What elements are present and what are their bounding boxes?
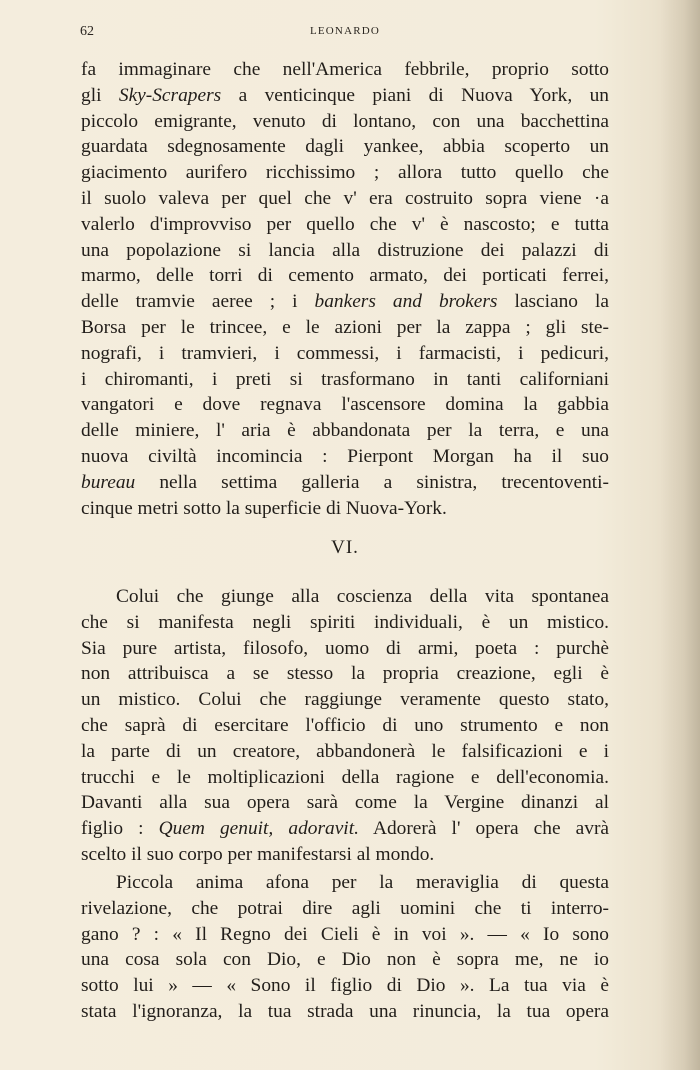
text-line: Davanti alla sua opera sarà come la Vergine dinanzi al xyxy=(81,792,609,814)
text-line: valerlo d'improvviso per quello che v' è nascosto; e tutta xyxy=(81,213,609,235)
text-line: nuova civiltà incomincia : Pierpont Morgan ha il suo xyxy=(81,445,609,467)
text-line: delle miniere, l' aria è abbandonata per la terra, e una xyxy=(81,420,609,442)
text-line: scelto il suo corpo per manifestarsi al mondo. xyxy=(81,843,435,865)
text-line: il suolo valeva per quel che v' era costruito sopra viene ·a xyxy=(81,187,609,209)
text-segment: lasciano la xyxy=(497,291,609,313)
text-line: guardata sdegnosamente dagli yankee, abbia scoperto un xyxy=(81,136,609,158)
text-line: Colui che giunge alla coscienza della vita spontanea xyxy=(116,586,609,607)
text-line: trucchi e le moltiplicazioni della ragione e dell'economia. xyxy=(81,766,609,788)
text-line: rivelazione, che potrai dire agli uomini che ti interro- xyxy=(81,897,609,919)
text-line: nografi, i tramvieri, i commessi, i farmacisti, i pedicuri, xyxy=(81,342,609,364)
text-line: la parte di un creatore, abbandonerà le falsificazioni e i xyxy=(81,740,609,762)
text-line: vangatori e dove regnava l'ascensore domina la gabbia xyxy=(81,394,609,416)
text-segment: Adorerà l' opera che avrà xyxy=(358,818,609,840)
text-line: Borsa per le trincee, e le azioni per la zappa ; gli ste- xyxy=(81,316,609,338)
text-line: una popolazione si lancia alla distruzione dei palazzi di xyxy=(81,239,609,261)
text-line: Sia pure artista, filosofo, uomo di armi, poeta : purchè xyxy=(81,637,609,659)
text-segment: delle tramvie aeree ; i xyxy=(81,291,315,313)
paragraph-2 xyxy=(81,584,609,868)
italic-text: Quem genuit, adoravit. xyxy=(158,818,359,840)
italic-text: bureau xyxy=(81,471,136,493)
text-line: Piccola anima afona per la meraviglia di questa xyxy=(116,872,609,893)
text-line: che si manifesta negli spiriti individuali, è un mistico. xyxy=(81,611,609,633)
text-line xyxy=(81,816,609,842)
italic-text: Sky-Scrapers xyxy=(118,84,222,106)
text-line: che saprà di esercitare l'officio di uno strumento e non xyxy=(81,714,609,736)
running-head: LEONARDO xyxy=(309,25,381,37)
italic-text: bankers and brokers xyxy=(314,291,498,313)
text-segment: a venticinque piani di Nuova York, un xyxy=(221,84,609,106)
text-line: sotto lui » — « Sono il figlio di Dio ». La tua via è xyxy=(81,975,609,997)
text-line xyxy=(81,83,609,109)
paragraph-1 xyxy=(81,57,609,521)
text-segment: figlio : xyxy=(81,818,159,840)
text-segment: nella settima galleria a sinistra, trecentoventi- xyxy=(135,471,609,493)
page-gutter-shadow xyxy=(660,0,700,1070)
text-line: un mistico. Colui che raggiunge veramente questo stato, xyxy=(81,689,609,711)
text-line xyxy=(81,470,609,496)
text-line: i chiromanti, i preti si trasformano in tanti californiani xyxy=(81,368,609,390)
text-line: cinque metri sotto la superficie di Nuova-York. xyxy=(81,497,447,519)
section-heading: VI. xyxy=(331,537,359,558)
page-number: 62 xyxy=(80,24,94,39)
text-line: fa immaginare che nell'America febbrile, proprio sotto xyxy=(81,59,609,80)
text-segment: gli xyxy=(81,84,119,106)
text-line: non attribuisca a se stesso la propria creazione, egli è xyxy=(81,663,609,685)
text-line: stata l'ignoranza, la tua strada una rinuncia, la tua opera xyxy=(81,1000,609,1022)
text-line xyxy=(81,289,609,315)
text-line: una cosa sola con Dio, e Dio non è sopra me, ne io xyxy=(81,949,609,971)
text-line: gano ? : « Il Regno dei Cieli è in voi ». — « Io sono xyxy=(81,923,609,945)
paragraph-3 xyxy=(81,870,609,1025)
text-line: marmo, delle torri di cemento armato, dei porticati ferrei, xyxy=(81,265,609,287)
page-header xyxy=(80,24,610,44)
text-line: piccolo emigrante, venuto di lontano, con una bacchettina xyxy=(81,110,609,132)
text-line: giacimento aurifero ricchissimo ; allora tutto quello che xyxy=(81,162,609,184)
